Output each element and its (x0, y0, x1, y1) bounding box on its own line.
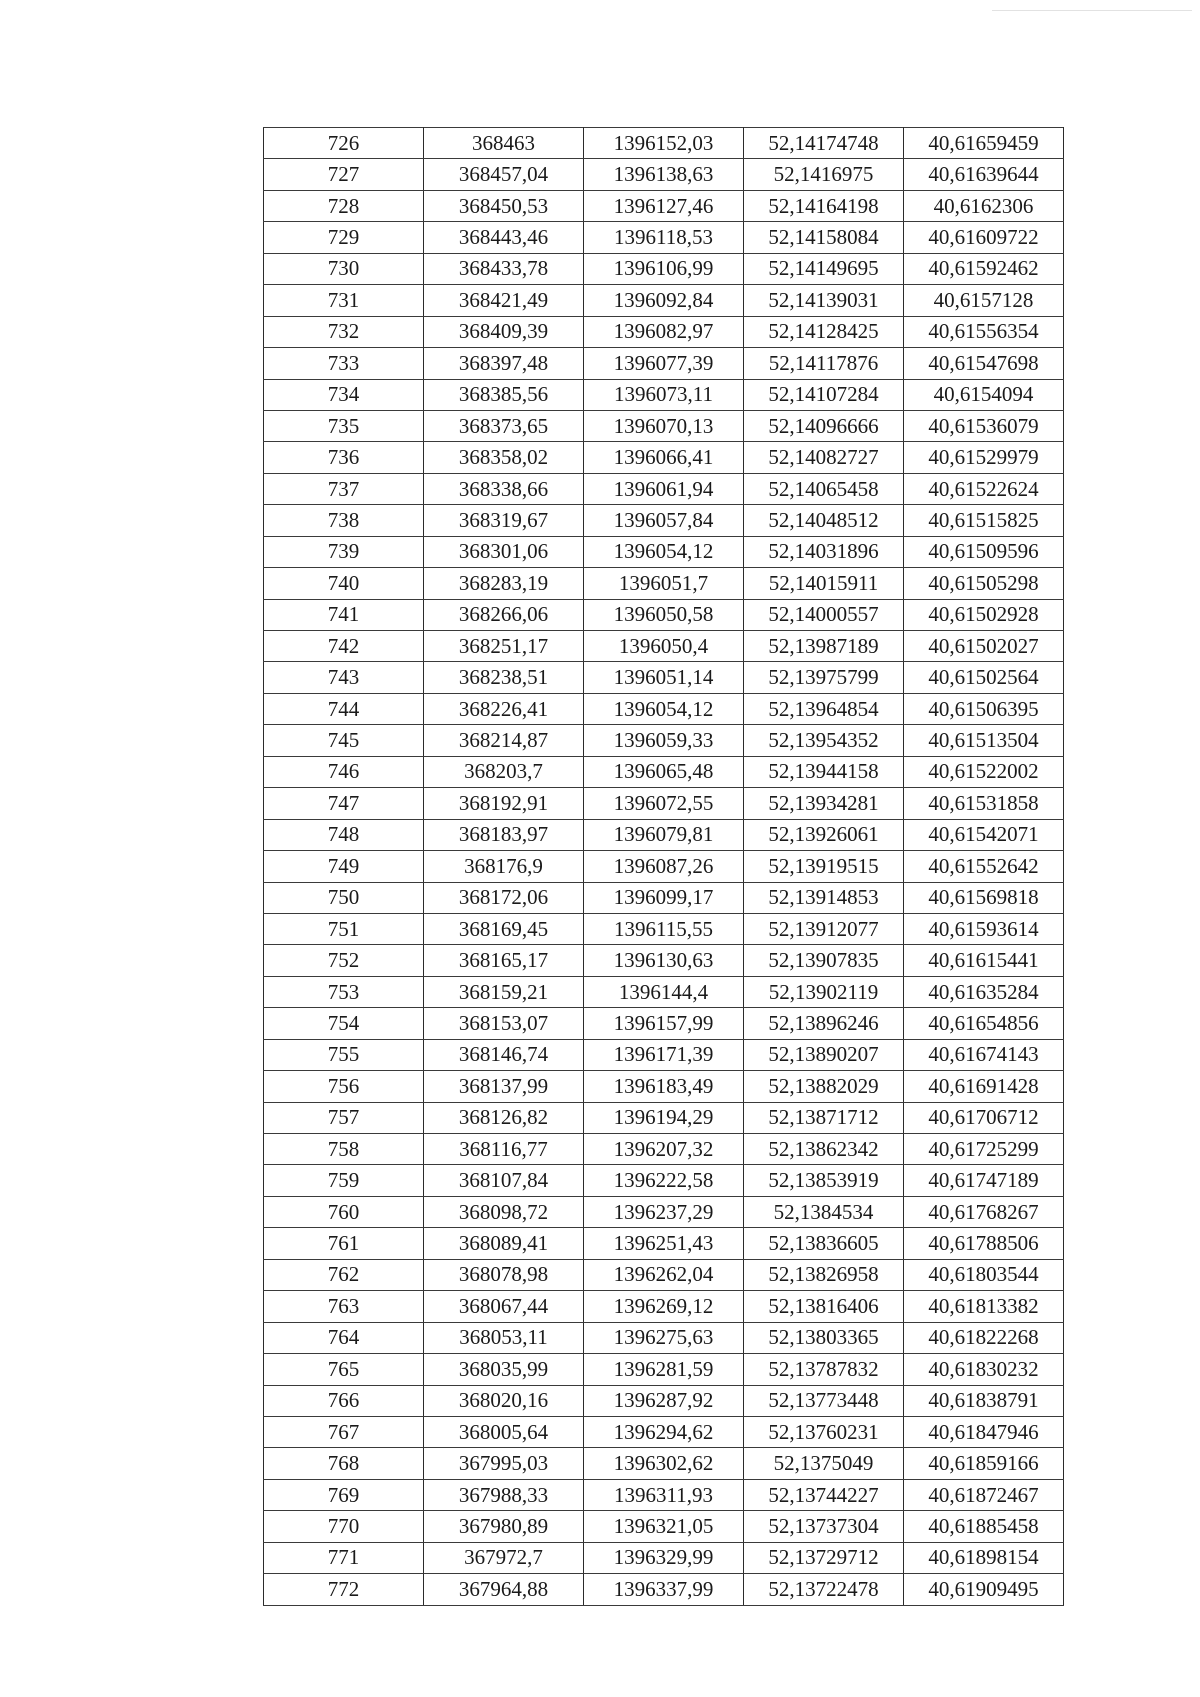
cell-y-coordinate: 1396079,81 (584, 819, 744, 850)
table-row (264, 379, 1064, 410)
cell-x-coordinate: 368409,39 (424, 316, 584, 347)
table-row (264, 819, 1064, 850)
table-row (264, 1574, 1064, 1605)
cell-longitude: 40,61515825 (904, 505, 1064, 536)
cell-x-coordinate: 368443,46 (424, 222, 584, 253)
cell-point-number: 730 (264, 253, 424, 284)
cell-latitude: 52,13912077 (744, 913, 904, 944)
cell-x-coordinate: 368169,45 (424, 913, 584, 944)
cell-longitude: 40,61674143 (904, 1039, 1064, 1070)
cell-point-number: 757 (264, 1102, 424, 1133)
cell-x-coordinate: 368159,21 (424, 976, 584, 1007)
cell-y-coordinate: 1396311,93 (584, 1479, 744, 1510)
table-row (264, 851, 1064, 882)
cell-point-number: 754 (264, 1008, 424, 1039)
cell-point-number: 738 (264, 505, 424, 536)
cell-y-coordinate: 1396130,63 (584, 945, 744, 976)
cell-point-number: 762 (264, 1259, 424, 1290)
cell-y-coordinate: 1396275,63 (584, 1322, 744, 1353)
cell-x-coordinate: 368450,53 (424, 190, 584, 221)
cell-point-number: 735 (264, 410, 424, 441)
cell-longitude: 40,61838791 (904, 1385, 1064, 1416)
cell-point-number: 745 (264, 725, 424, 756)
cell-longitude: 40,61531858 (904, 788, 1064, 819)
cell-latitude: 52,14015911 (744, 568, 904, 599)
cell-point-number: 765 (264, 1354, 424, 1385)
cell-longitude: 40,61898154 (904, 1542, 1064, 1573)
cell-x-coordinate: 368176,9 (424, 851, 584, 882)
table-row (264, 1354, 1064, 1385)
cell-x-coordinate: 368385,56 (424, 379, 584, 410)
cell-point-number: 761 (264, 1228, 424, 1259)
cell-longitude: 40,61813382 (904, 1291, 1064, 1322)
cell-x-coordinate: 368053,11 (424, 1322, 584, 1353)
cell-y-coordinate: 1396051,7 (584, 568, 744, 599)
cell-point-number: 759 (264, 1165, 424, 1196)
cell-longitude: 40,61592462 (904, 253, 1064, 284)
cell-y-coordinate: 1396115,55 (584, 913, 744, 944)
cell-latitude: 52,14164198 (744, 190, 904, 221)
cell-longitude: 40,61522002 (904, 756, 1064, 787)
cell-longitude: 40,61659459 (904, 128, 1064, 159)
cell-longitude: 40,61542071 (904, 819, 1064, 850)
table-row (264, 285, 1064, 316)
table-row (264, 253, 1064, 284)
cell-y-coordinate: 1396057,84 (584, 505, 744, 536)
cell-y-coordinate: 1396127,46 (584, 190, 744, 221)
cell-x-coordinate: 368153,07 (424, 1008, 584, 1039)
cell-x-coordinate: 368137,99 (424, 1071, 584, 1102)
cell-y-coordinate: 1396092,84 (584, 285, 744, 316)
table-row (264, 693, 1064, 724)
cell-point-number: 741 (264, 599, 424, 630)
cell-y-coordinate: 1396281,59 (584, 1354, 744, 1385)
cell-y-coordinate: 1396337,99 (584, 1574, 744, 1605)
cell-point-number: 733 (264, 348, 424, 379)
cell-latitude: 52,14107284 (744, 379, 904, 410)
cell-latitude: 52,13944158 (744, 756, 904, 787)
cell-latitude: 52,13729712 (744, 1542, 904, 1573)
cell-longitude: 40,61635284 (904, 976, 1064, 1007)
cell-point-number: 732 (264, 316, 424, 347)
cell-x-coordinate: 368373,65 (424, 410, 584, 441)
cell-latitude: 52,14158084 (744, 222, 904, 253)
table-row (264, 1416, 1064, 1447)
cell-longitude: 40,61847946 (904, 1416, 1064, 1447)
table-row (264, 1039, 1064, 1070)
cell-x-coordinate: 368238,51 (424, 662, 584, 693)
table-row (264, 1102, 1064, 1133)
cell-x-coordinate: 368457,04 (424, 159, 584, 190)
cell-y-coordinate: 1396171,39 (584, 1039, 744, 1070)
table-row (264, 1385, 1064, 1416)
cell-x-coordinate: 368226,41 (424, 693, 584, 724)
cell-latitude: 52,14117876 (744, 348, 904, 379)
cell-y-coordinate: 1396106,99 (584, 253, 744, 284)
cell-latitude: 52,13954352 (744, 725, 904, 756)
cell-x-coordinate: 368301,06 (424, 536, 584, 567)
cell-point-number: 751 (264, 913, 424, 944)
cell-latitude: 52,14082727 (744, 442, 904, 473)
cell-latitude: 52,13896246 (744, 1008, 904, 1039)
table-row (264, 788, 1064, 819)
table-row (264, 568, 1064, 599)
cell-latitude: 52,14149695 (744, 253, 904, 284)
table-row (264, 410, 1064, 441)
cell-longitude: 40,61593614 (904, 913, 1064, 944)
table-row (264, 1259, 1064, 1290)
cell-longitude: 40,61859166 (904, 1448, 1064, 1479)
cell-y-coordinate: 1396118,53 (584, 222, 744, 253)
cell-x-coordinate: 368035,99 (424, 1354, 584, 1385)
cell-x-coordinate: 368020,16 (424, 1385, 584, 1416)
cell-x-coordinate: 367972,7 (424, 1542, 584, 1573)
cell-longitude: 40,61502564 (904, 662, 1064, 693)
cell-y-coordinate: 1396054,12 (584, 693, 744, 724)
table-row (264, 1322, 1064, 1353)
cell-latitude: 52,13975799 (744, 662, 904, 693)
cell-latitude: 52,14000557 (744, 599, 904, 630)
cell-point-number: 753 (264, 976, 424, 1007)
cell-x-coordinate: 368192,91 (424, 788, 584, 819)
cell-x-coordinate: 368251,17 (424, 631, 584, 662)
cell-latitude: 52,13787832 (744, 1354, 904, 1385)
table-row (264, 1071, 1064, 1102)
cell-longitude: 40,61822268 (904, 1322, 1064, 1353)
cell-y-coordinate: 1396152,03 (584, 128, 744, 159)
cell-y-coordinate: 1396302,62 (584, 1448, 744, 1479)
cell-longitude: 40,61513504 (904, 725, 1064, 756)
cell-longitude: 40,61725299 (904, 1134, 1064, 1165)
cell-x-coordinate: 368005,64 (424, 1416, 584, 1447)
cell-y-coordinate: 1396269,12 (584, 1291, 744, 1322)
cell-latitude: 52,14139031 (744, 285, 904, 316)
cell-latitude: 52,13737304 (744, 1511, 904, 1542)
cell-point-number: 746 (264, 756, 424, 787)
cell-latitude: 52,13919515 (744, 851, 904, 882)
cell-latitude: 52,13902119 (744, 976, 904, 1007)
table-row (264, 599, 1064, 630)
cell-longitude: 40,61547698 (904, 348, 1064, 379)
cell-y-coordinate: 1396050,4 (584, 631, 744, 662)
cell-longitude: 40,61768267 (904, 1196, 1064, 1227)
table-row (264, 756, 1064, 787)
cell-point-number: 747 (264, 788, 424, 819)
cell-longitude: 40,61788506 (904, 1228, 1064, 1259)
coordinates-table-body (264, 128, 1064, 1606)
cell-latitude: 52,1375049 (744, 1448, 904, 1479)
table-row (264, 1511, 1064, 1542)
cell-y-coordinate: 1396294,62 (584, 1416, 744, 1447)
cell-latitude: 52,13853919 (744, 1165, 904, 1196)
cell-latitude: 52,13826958 (744, 1259, 904, 1290)
cell-y-coordinate: 1396065,48 (584, 756, 744, 787)
cell-y-coordinate: 1396072,55 (584, 788, 744, 819)
table-row (264, 348, 1064, 379)
cell-point-number: 748 (264, 819, 424, 850)
cell-y-coordinate: 1396157,99 (584, 1008, 744, 1039)
cell-point-number: 749 (264, 851, 424, 882)
cell-longitude: 40,6154094 (904, 379, 1064, 410)
cell-longitude: 40,61502027 (904, 631, 1064, 662)
cell-longitude: 40,61615441 (904, 945, 1064, 976)
cell-point-number: 769 (264, 1479, 424, 1510)
cell-latitude: 52,13773448 (744, 1385, 904, 1416)
table-row (264, 725, 1064, 756)
cell-longitude: 40,61639644 (904, 159, 1064, 190)
cell-y-coordinate: 1396087,26 (584, 851, 744, 882)
table-row (264, 536, 1064, 567)
table-row (264, 1196, 1064, 1227)
cell-latitude: 52,13964854 (744, 693, 904, 724)
cell-y-coordinate: 1396061,94 (584, 473, 744, 504)
cell-x-coordinate: 368319,67 (424, 505, 584, 536)
cell-y-coordinate: 1396138,63 (584, 159, 744, 190)
cell-latitude: 52,13914853 (744, 882, 904, 913)
cell-longitude: 40,61536079 (904, 410, 1064, 441)
cell-point-number: 764 (264, 1322, 424, 1353)
cell-longitude: 40,61522624 (904, 473, 1064, 504)
cell-longitude: 40,61747189 (904, 1165, 1064, 1196)
cell-point-number: 763 (264, 1291, 424, 1322)
cell-point-number: 768 (264, 1448, 424, 1479)
cell-x-coordinate: 368165,17 (424, 945, 584, 976)
table-row (264, 190, 1064, 221)
table-row (264, 159, 1064, 190)
cell-x-coordinate: 368266,06 (424, 599, 584, 630)
cell-y-coordinate: 1396050,58 (584, 599, 744, 630)
cell-y-coordinate: 1396287,92 (584, 1385, 744, 1416)
cell-longitude: 40,61529979 (904, 442, 1064, 473)
cell-x-coordinate: 368146,74 (424, 1039, 584, 1070)
cell-point-number: 750 (264, 882, 424, 913)
table-row (264, 505, 1064, 536)
cell-latitude: 52,14096666 (744, 410, 904, 441)
cell-y-coordinate: 1396077,39 (584, 348, 744, 379)
cell-x-coordinate: 367988,33 (424, 1479, 584, 1510)
cell-point-number: 756 (264, 1071, 424, 1102)
cell-y-coordinate: 1396073,11 (584, 379, 744, 410)
cell-y-coordinate: 1396059,33 (584, 725, 744, 756)
cell-latitude: 52,14031896 (744, 536, 904, 567)
cell-point-number: 743 (264, 662, 424, 693)
cell-y-coordinate: 1396251,43 (584, 1228, 744, 1259)
table-row (264, 222, 1064, 253)
cell-latitude: 52,1416975 (744, 159, 904, 190)
cell-y-coordinate: 1396051,14 (584, 662, 744, 693)
cell-y-coordinate: 1396194,29 (584, 1102, 744, 1133)
cell-point-number: 755 (264, 1039, 424, 1070)
cell-latitude: 52,14128425 (744, 316, 904, 347)
table-row (264, 1479, 1064, 1510)
table-row (264, 1291, 1064, 1322)
cell-y-coordinate: 1396099,17 (584, 882, 744, 913)
cell-point-number: 731 (264, 285, 424, 316)
cell-x-coordinate: 368107,84 (424, 1165, 584, 1196)
table-row (264, 882, 1064, 913)
cell-x-coordinate: 368283,19 (424, 568, 584, 599)
cell-y-coordinate: 1396082,97 (584, 316, 744, 347)
cell-longitude: 40,6162306 (904, 190, 1064, 221)
cell-latitude: 52,13862342 (744, 1134, 904, 1165)
cell-x-coordinate: 368126,82 (424, 1102, 584, 1133)
coordinates-table-container (263, 127, 1063, 1606)
cell-longitude: 40,61552642 (904, 851, 1064, 882)
cell-latitude: 52,13882029 (744, 1071, 904, 1102)
coordinates-table (263, 127, 1064, 1606)
cell-point-number: 767 (264, 1416, 424, 1447)
cell-longitude: 40,61830232 (904, 1354, 1064, 1385)
cell-point-number: 760 (264, 1196, 424, 1227)
cell-point-number: 758 (264, 1134, 424, 1165)
cell-latitude: 52,13934281 (744, 788, 904, 819)
cell-latitude: 52,13803365 (744, 1322, 904, 1353)
cell-point-number: 772 (264, 1574, 424, 1605)
cell-longitude: 40,6157128 (904, 285, 1064, 316)
table-row (264, 442, 1064, 473)
cell-longitude: 40,61885458 (904, 1511, 1064, 1542)
cell-x-coordinate: 368338,66 (424, 473, 584, 504)
cell-x-coordinate: 367995,03 (424, 1448, 584, 1479)
cell-longitude: 40,61706712 (904, 1102, 1064, 1133)
table-row (264, 976, 1064, 1007)
cell-longitude: 40,61502928 (904, 599, 1064, 630)
cell-latitude: 52,14048512 (744, 505, 904, 536)
cell-longitude: 40,61654856 (904, 1008, 1064, 1039)
scan-artifact-line (992, 10, 1192, 11)
table-row (264, 316, 1064, 347)
cell-point-number: 736 (264, 442, 424, 473)
cell-longitude: 40,61505298 (904, 568, 1064, 599)
cell-latitude: 52,13816406 (744, 1291, 904, 1322)
cell-x-coordinate: 368116,77 (424, 1134, 584, 1165)
cell-y-coordinate: 1396321,05 (584, 1511, 744, 1542)
cell-y-coordinate: 1396262,04 (584, 1259, 744, 1290)
cell-x-coordinate: 368358,02 (424, 442, 584, 473)
cell-latitude: 52,1384534 (744, 1196, 904, 1227)
cell-point-number: 740 (264, 568, 424, 599)
table-row (264, 945, 1064, 976)
cell-x-coordinate: 368098,72 (424, 1196, 584, 1227)
cell-latitude: 52,13760231 (744, 1416, 904, 1447)
cell-x-coordinate: 368183,97 (424, 819, 584, 850)
cell-longitude: 40,61509596 (904, 536, 1064, 567)
cell-x-coordinate: 368172,06 (424, 882, 584, 913)
cell-x-coordinate: 367980,89 (424, 1511, 584, 1542)
cell-longitude: 40,61691428 (904, 1071, 1064, 1102)
cell-point-number: 727 (264, 159, 424, 190)
cell-longitude: 40,61556354 (904, 316, 1064, 347)
cell-latitude: 52,14174748 (744, 128, 904, 159)
table-row (264, 1165, 1064, 1196)
table-row (264, 631, 1064, 662)
cell-point-number: 729 (264, 222, 424, 253)
table-row (264, 662, 1064, 693)
cell-point-number: 770 (264, 1511, 424, 1542)
cell-latitude: 52,14065458 (744, 473, 904, 504)
cell-point-number: 744 (264, 693, 424, 724)
cell-longitude: 40,61872467 (904, 1479, 1064, 1510)
cell-y-coordinate: 1396237,29 (584, 1196, 744, 1227)
cell-point-number: 739 (264, 536, 424, 567)
cell-x-coordinate: 368089,41 (424, 1228, 584, 1259)
cell-y-coordinate: 1396207,32 (584, 1134, 744, 1165)
table-row (264, 1542, 1064, 1573)
cell-x-coordinate: 368203,7 (424, 756, 584, 787)
cell-latitude: 52,13890207 (744, 1039, 904, 1070)
table-row (264, 1008, 1064, 1039)
cell-x-coordinate: 368078,98 (424, 1259, 584, 1290)
cell-latitude: 52,13722478 (744, 1574, 904, 1605)
table-row (264, 128, 1064, 159)
table-row (264, 1134, 1064, 1165)
cell-x-coordinate: 368421,49 (424, 285, 584, 316)
cell-x-coordinate: 368397,48 (424, 348, 584, 379)
cell-point-number: 728 (264, 190, 424, 221)
cell-latitude: 52,13987189 (744, 631, 904, 662)
table-row (264, 1448, 1064, 1479)
cell-x-coordinate: 368214,87 (424, 725, 584, 756)
cell-point-number: 734 (264, 379, 424, 410)
cell-longitude: 40,61909495 (904, 1574, 1064, 1605)
cell-x-coordinate: 367964,88 (424, 1574, 584, 1605)
cell-y-coordinate: 1396222,58 (584, 1165, 744, 1196)
cell-longitude: 40,61569818 (904, 882, 1064, 913)
table-row (264, 473, 1064, 504)
cell-point-number: 752 (264, 945, 424, 976)
cell-y-coordinate: 1396054,12 (584, 536, 744, 567)
cell-x-coordinate: 368067,44 (424, 1291, 584, 1322)
cell-point-number: 726 (264, 128, 424, 159)
cell-y-coordinate: 1396070,13 (584, 410, 744, 441)
cell-y-coordinate: 1396066,41 (584, 442, 744, 473)
cell-latitude: 52,13744227 (744, 1479, 904, 1510)
table-row (264, 913, 1064, 944)
cell-latitude: 52,13871712 (744, 1102, 904, 1133)
cell-y-coordinate: 1396183,49 (584, 1071, 744, 1102)
cell-latitude: 52,13907835 (744, 945, 904, 976)
cell-point-number: 766 (264, 1385, 424, 1416)
cell-latitude: 52,13836605 (744, 1228, 904, 1259)
cell-point-number: 737 (264, 473, 424, 504)
cell-y-coordinate: 1396329,99 (584, 1542, 744, 1573)
cell-longitude: 40,61609722 (904, 222, 1064, 253)
cell-latitude: 52,13926061 (744, 819, 904, 850)
cell-point-number: 742 (264, 631, 424, 662)
cell-x-coordinate: 368433,78 (424, 253, 584, 284)
cell-point-number: 771 (264, 1542, 424, 1573)
cell-longitude: 40,61506395 (904, 693, 1064, 724)
cell-y-coordinate: 1396144,4 (584, 976, 744, 1007)
table-row (264, 1228, 1064, 1259)
cell-x-coordinate: 368463 (424, 128, 584, 159)
cell-longitude: 40,61803544 (904, 1259, 1064, 1290)
